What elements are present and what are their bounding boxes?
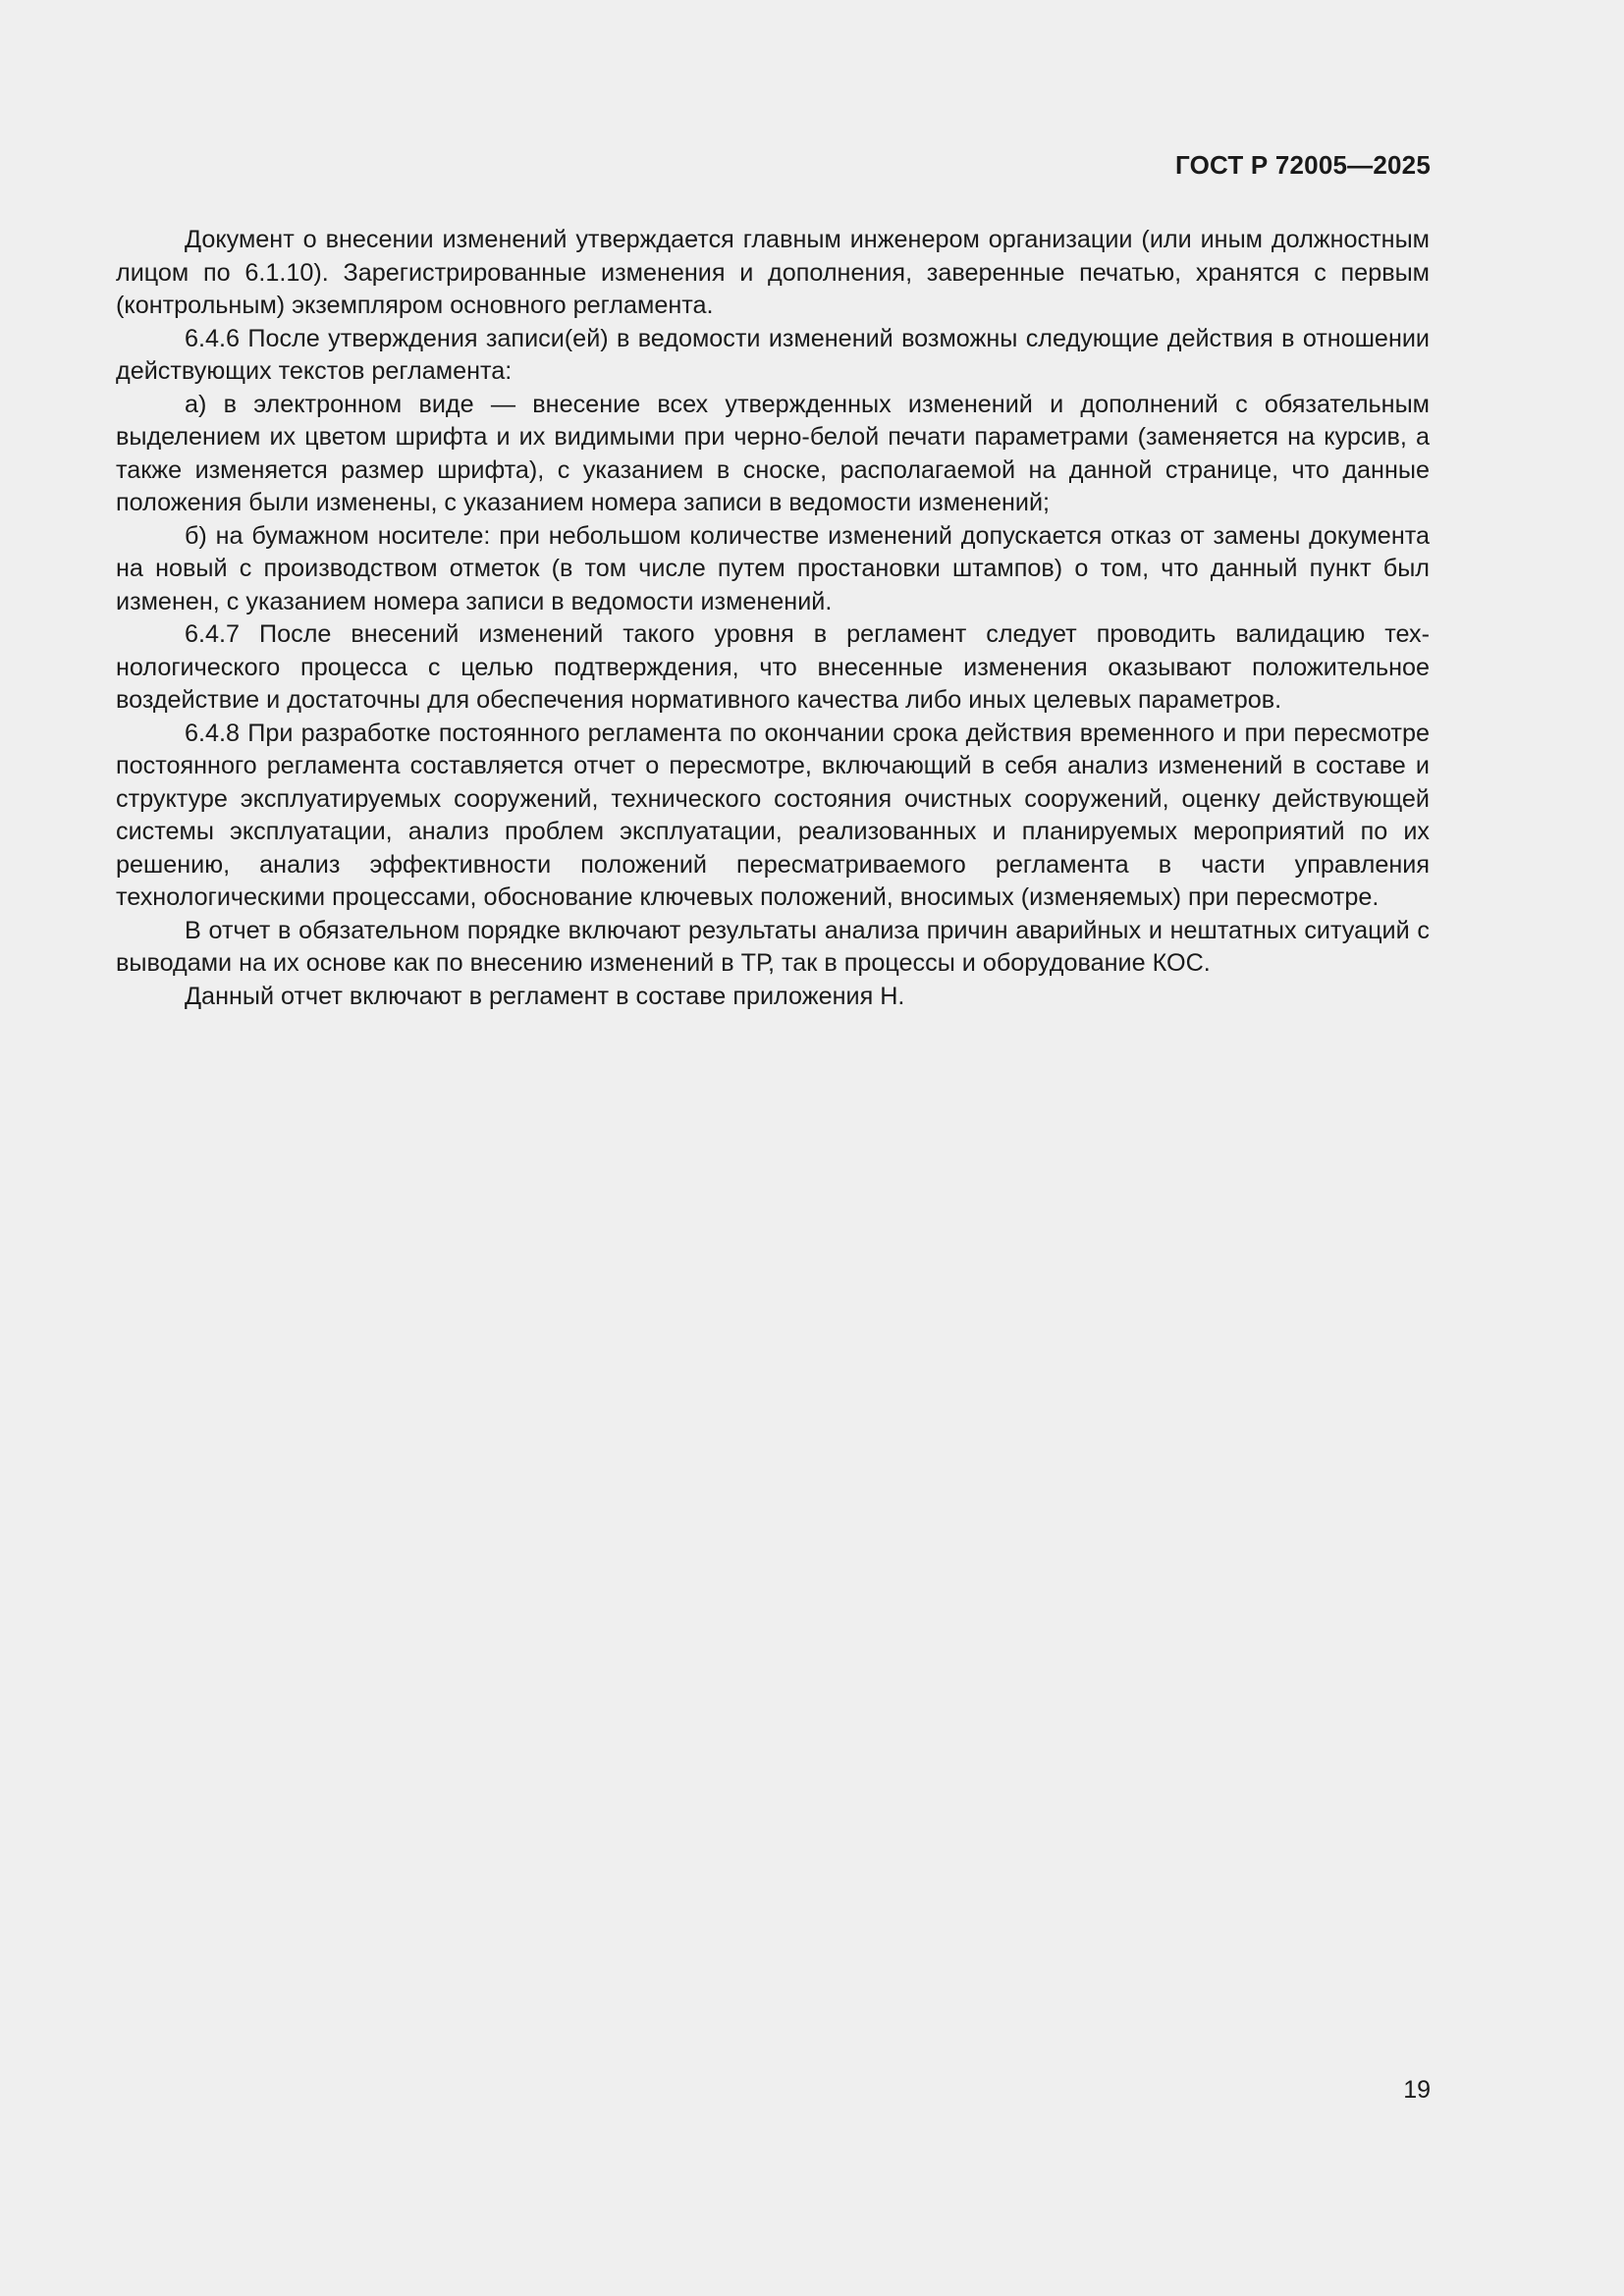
paragraph-6-4-8: 6.4.8 При разработке постоянного регламента по окончании срока действия временного и при пересмотре постоянного регламента составляется отчет о пересмотре, включающий в себя анализ изменений в составе и структуре эксплуатируемых сооружений, технического состояния очистных сооружений, оценку действующей системы эксплуатации, анализ проблем эксплуатации, реализованных и планируемых мероприятий по их решению, анализ эффективности положений пересматриваемого регламента в части управления технологическими процессами, обоснование ключевых положений, вносимых (изменяемых) при пересмотре. xyxy=(116,719,1430,911)
paragraph-approval: Документ о внесении изменений утверждается главным инженером организации (или иным должностным лицом по 6.1.10). Зарегистрированные изменения и дополнения, заверенные печатью, хранятся с первым (контрольным) экземпляром основного регламента. xyxy=(116,226,1430,319)
paragraph-6-4-6: 6.4.6 После утверждения записи(ей) в ведомости изменений возможны следующие действия в отношении действующих текстов регламента: xyxy=(116,324,1430,385)
paragraph-6-4-7: 6.4.7 После внесений изменений такого уровня в регламент следует проводить валидацию технологического процесса с целью подтверждения, что внесенные изменения оказывают положительное воздействие и достаточны для обеспечения нормативного качества либо иных целевых параметров. xyxy=(116,620,1430,714)
paragraph-report-contents: В отчет в обязательном порядке включают результаты анализа причин аварийных и нештатных ситуаций с выводами на их основе как по внесению изменений в ТР, так в процессы и оборудование КОС. xyxy=(116,916,1430,977)
paragraph-item-b: б) на бумажном носителе: при небольшом количестве изменений допускается отказ от замены документа на новый с производством отметок (в том числе путем простановки штампов) о том, что данный пункт был изменен, с указанием номера записи в ведомости изменений. xyxy=(116,521,1430,615)
document-body xyxy=(116,224,1430,1013)
page-number: 19 xyxy=(1403,2076,1431,2104)
document-code-header: ГОСТ Р 72005—2025 xyxy=(1175,150,1431,180)
paragraph-report-appendix: Данный отчет включают в регламент в составе приложения Н. xyxy=(185,982,905,1010)
paragraph-item-a: а) в электронном виде — внесение всех утвержденных изменений и дополнений с обязательным выделением их цветом шрифта и их видимыми при черно-белой печати параметрами (заменяется на курсив, а также изменяется размер шрифта), с указанием в сноске, располагаемой на данной странице, что данные положения были изменены, с указанием номера записи в ведомости изменений; xyxy=(116,390,1430,516)
